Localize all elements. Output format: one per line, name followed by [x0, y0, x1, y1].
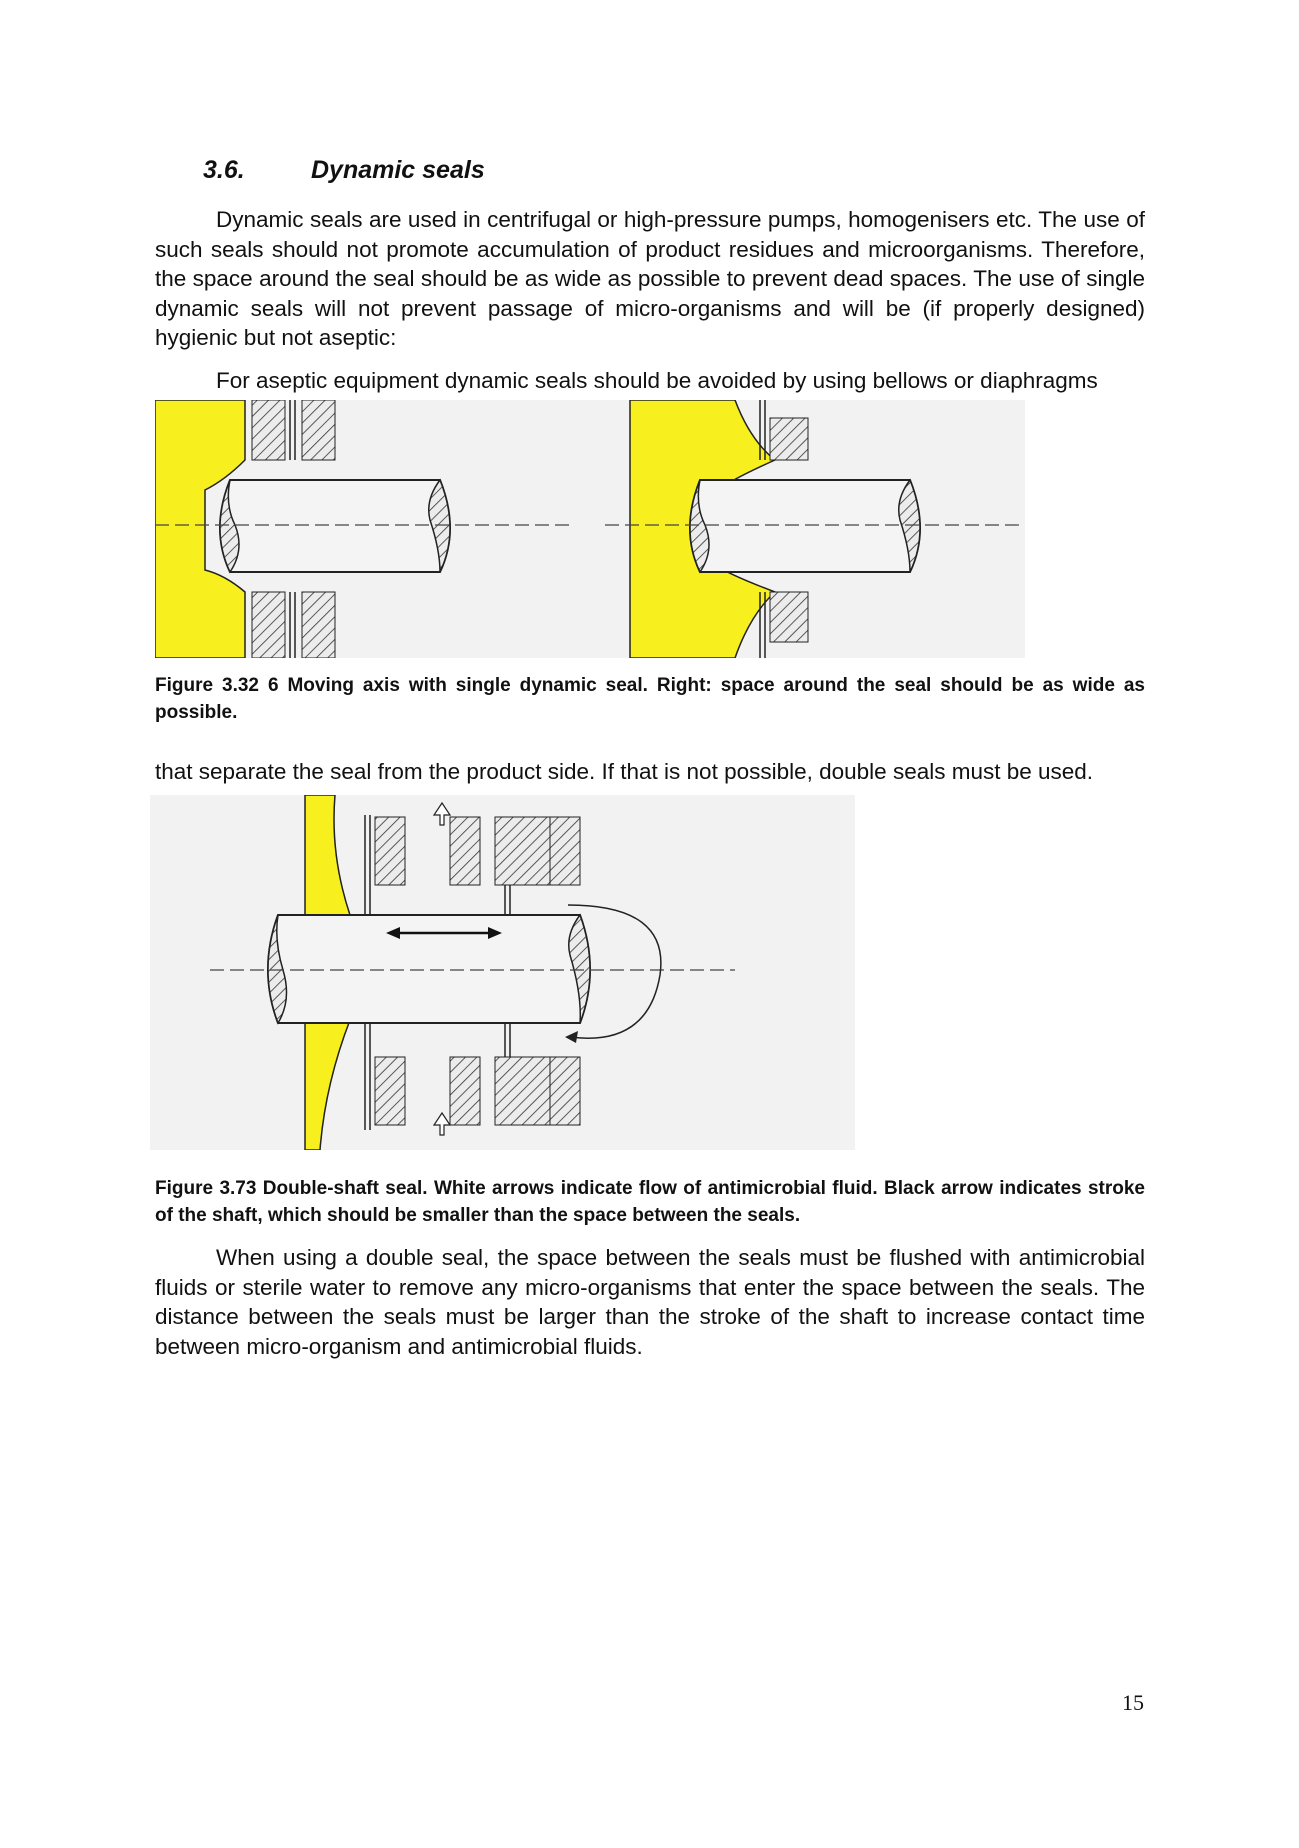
figure-single-seal: [155, 400, 1025, 658]
figure-caption-1: Figure 3.32 6 Moving axis with single dynamic seal. Right: space around the seal should be as wide as possible.: [155, 675, 1145, 723]
seal-housing-bottom-1: [375, 1057, 405, 1125]
seal-housing-top-2: [495, 817, 550, 885]
paragraph-aseptic: For aseptic equipment dynamic seals should be avoided by using bellows or diaphragms: [216, 368, 1098, 393]
shaft-left: [220, 480, 450, 572]
section-number: 3.6.: [203, 156, 245, 184]
seal-housing-bottom-right: [770, 592, 808, 642]
seal-housing-top-left: [252, 400, 285, 460]
paragraph-flushing: When using a double seal, the space between the seals must be flushed with antimicrobial fluids or sterile water to remove any micro-organisms that enter the space between the seals. The distance between the seals must be larger than the stroke of the shaft to increase contact time between micro-organism and antimicrobial fluids.: [155, 1245, 1145, 1359]
paragraph-double-seals: that separate the seal from the product side. If that is not possible, double seals must be used.: [155, 759, 1094, 784]
seal-housing-top-right: [770, 418, 808, 460]
seal-housing-bottom-left: [252, 592, 285, 658]
figure-double-seal: [150, 795, 855, 1150]
shaft-right: [690, 480, 920, 572]
seal-housing-bottom-2: [495, 1057, 550, 1125]
section-title: Dynamic seals: [311, 156, 485, 184]
figure-caption-2: Figure 3.73 Double-shaft seal. White arrows indicate flow of antimicrobial fluid. Black arrow indicates stroke of the shaft, which should be smaller than the space between the seals.: [155, 1178, 1145, 1226]
paragraph-intro: Dynamic seals are used in centrifugal or high-pressure pumps, homogenisers etc. The use of such seals should not promote accumulation of product residues and microorganisms. Therefore, the space around the seal should be as wide as possible to prevent dead spaces. The use of single dynamic seals will not prevent passage of micro-organisms and will be (if properly designed) hygienic but not aseptic:: [155, 207, 1145, 350]
shaft: [268, 915, 590, 1023]
section-heading: [203, 156, 485, 185]
seal-housing-top-1: [375, 817, 405, 885]
page-number: 15: [1122, 1690, 1144, 1715]
